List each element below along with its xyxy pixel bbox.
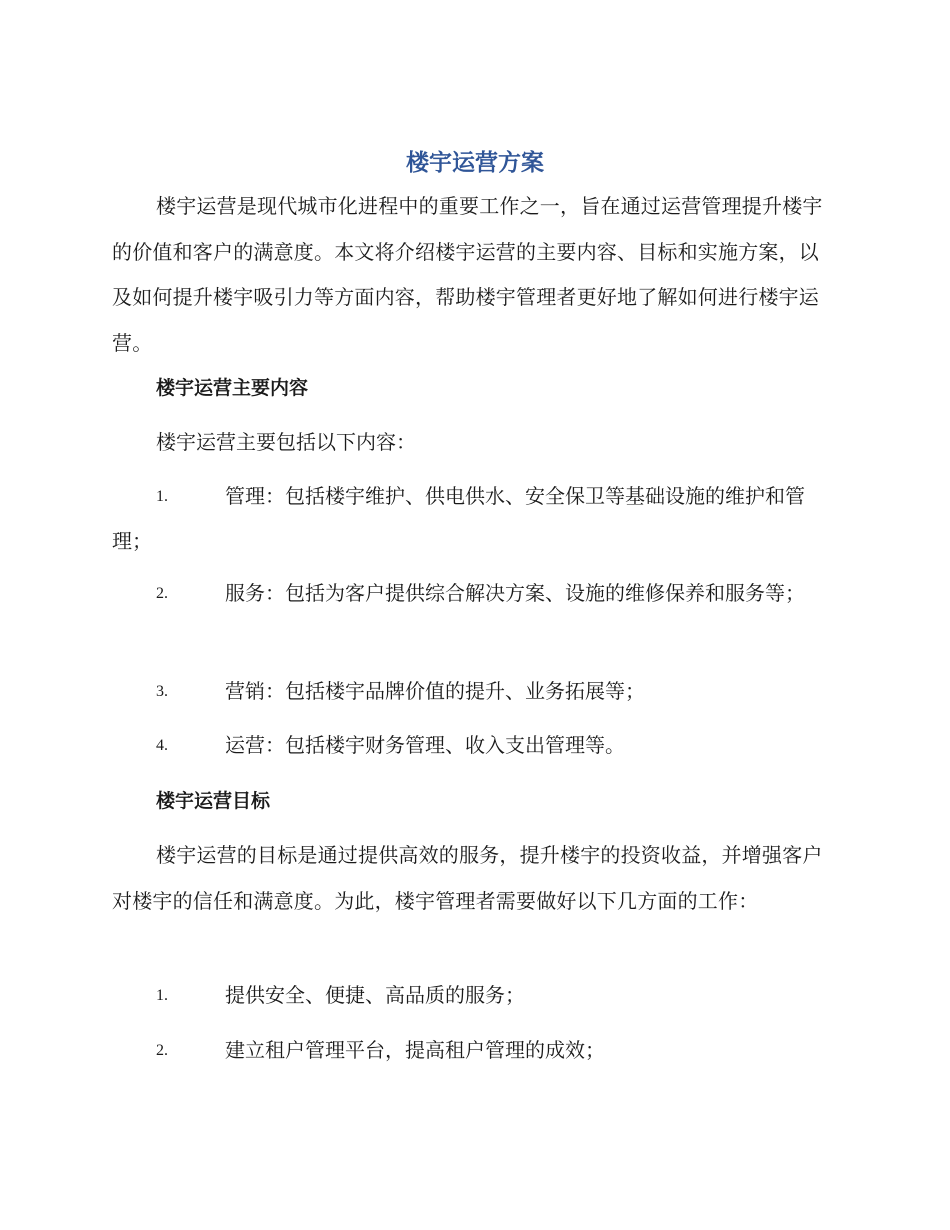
list-item	[112, 571, 834, 616]
list-item-number: 2.	[156, 1042, 168, 1059]
list-item	[112, 669, 834, 714]
list-item-text: 建立租户管理平台，提高租户管理的成效；	[225, 1038, 605, 1062]
intro-paragraph: 楼宇运营是现代城市化进程中的重要工作之一，旨在通过运营管理提升楼宇的价值和客户的满意度。本文将介绍楼宇运营的主要内容、目标和实施方案，以及如何提升楼宇吸引力等方面内容，帮助楼宇管理者更好地了解如何进行楼宇运营。	[112, 194, 823, 355]
list-item-number: 3.	[156, 683, 168, 700]
list-item-text: 服务：包括为客户提供综合解决方案、设施的维修保养和服务等；	[225, 581, 805, 605]
list-item-number: 1.	[156, 488, 168, 505]
section-lead-main-content: 楼宇运营主要包括以下内容：	[156, 430, 416, 454]
document-title: 楼宇运营方案	[406, 150, 544, 176]
list-item-text: 营销：包括楼宇品牌价值的提升、业务拓展等；	[225, 679, 645, 703]
list-item-text: 提供安全、便捷、高品质的服务；	[225, 983, 525, 1007]
list-item	[112, 973, 834, 1018]
list-item-text: 管理：包括楼宇维护、供电供水、安全保卫等基础设施的维护和管理；	[112, 484, 805, 553]
section-heading-main-content: 楼宇运营主要内容	[156, 377, 309, 399]
list-item	[112, 474, 834, 564]
list-item-number: 4.	[156, 737, 168, 754]
list-item	[112, 723, 834, 768]
list-item	[112, 1028, 834, 1073]
list-item-number: 1.	[156, 987, 168, 1004]
list-item-number: 2.	[156, 585, 168, 602]
section-heading-goals: 楼宇运营目标	[156, 790, 271, 812]
list-item-text: 运营：包括楼宇财务管理、收入支出管理等。	[225, 733, 625, 757]
goals-paragraph: 楼宇运营的目标是通过提供高效的服务，提升楼宇的投资收益，并增强客户对楼宇的信任和满意度。为此，楼宇管理者需要做好以下几方面的工作：	[112, 843, 823, 913]
